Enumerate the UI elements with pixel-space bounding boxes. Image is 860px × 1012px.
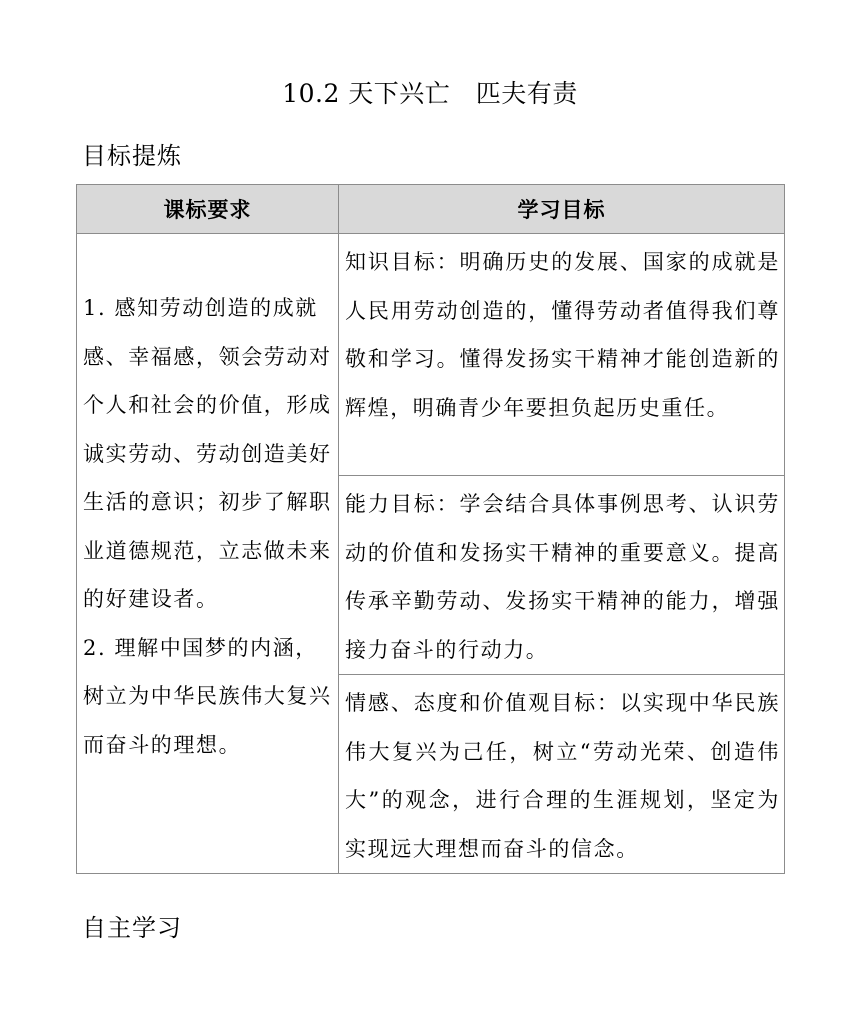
- requirement-item: 1. 感知劳动创造的成就感、幸福感，领会劳动对个人和社会的价值，形成诚实劳动、劳动创造美好生活的意识；初步了解职业道德规范，立志做未来的好建设者。: [83, 296, 332, 611]
- page-title: 10.2 天下兴亡 匹夫有责: [282, 79, 578, 108]
- ability-goal-text: 能力目标：学会结合具体事例思考、认识劳动的价值和发扬实干精神的重要意义。提高传承辛勤劳动、发扬实干精神的能力，增强接力奋斗的行动力。: [345, 492, 780, 662]
- table-row: [77, 234, 785, 476]
- requirements-cell: [77, 234, 339, 874]
- header-curriculum-requirements: 课标要求: [77, 185, 339, 234]
- header-learning-goals: 学习目标: [339, 185, 785, 234]
- ability-goal-cell: [339, 476, 785, 675]
- curriculum-goal-table: [76, 184, 785, 874]
- attitude-goal-cell: [339, 675, 785, 874]
- section-heading-self-study: 自主学习: [82, 914, 182, 942]
- knowledge-goal-text: 知识目标：明确历史的发展、国家的成就是人民用劳动创造的，懂得劳动者值得我们尊敬和学习。懂得发扬实干精神才能创造新的辉煌，明确青少年要担负起历史重任。: [345, 250, 780, 420]
- requirement-item: 2. 理解中国梦的内涵，树立为中华民族伟大复兴而奋斗的理想。: [83, 635, 332, 757]
- table-header-row: [77, 185, 785, 234]
- section-heading-goal-refine: 目标提炼: [82, 142, 182, 170]
- attitude-goal-text: 情感、态度和价值观目标：以实现中华民族伟大复兴为己任，树立“劳动光荣、创造伟大”的观念，进行合理的生涯规划，坚定为实现远大理想而奋斗的信念。: [345, 691, 780, 861]
- knowledge-goal-cell: [339, 234, 785, 476]
